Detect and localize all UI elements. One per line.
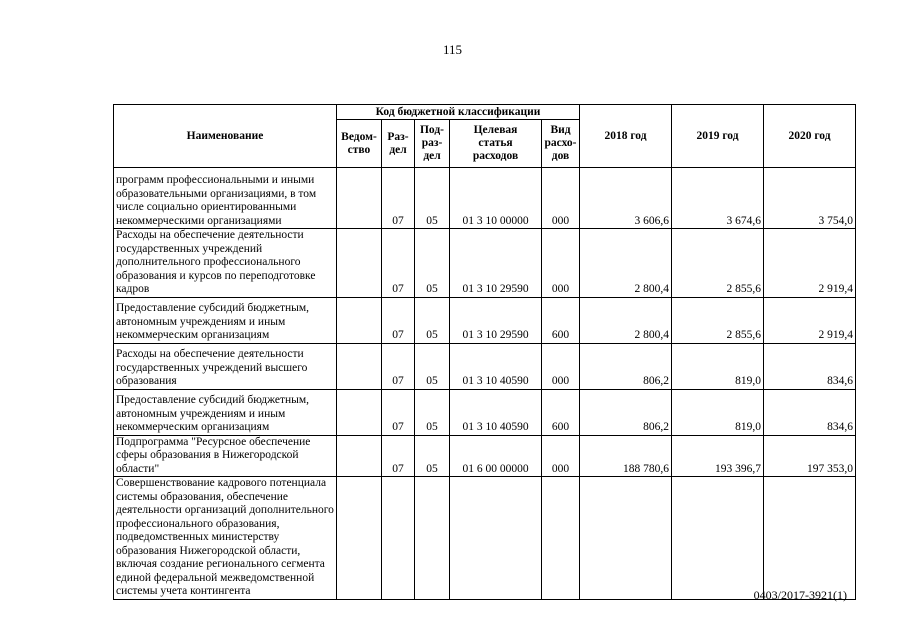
row-vid: 600 [542, 297, 580, 343]
header-razdel: Раз- дел [382, 120, 415, 168]
row-vedomstvo [337, 389, 382, 435]
row-name: программ профессиональными и иными образовательными организациями, в том числе социально ориентированными некоммерческими организациями [114, 168, 337, 229]
header-podrazdel: Под- раз- дел [415, 120, 450, 168]
row-vedomstvo [337, 297, 382, 343]
row-2018: 806,2 [580, 343, 672, 389]
table-row [114, 168, 856, 229]
row-name: Расходы на обеспечение деятельности государственных учреждений высшего образования [114, 343, 337, 389]
row-target: 01 3 10 40590 [450, 389, 542, 435]
row-2018: 3 606,6 [580, 168, 672, 229]
row-podrazdel: 05 [415, 389, 450, 435]
row-vid: 000 [542, 343, 580, 389]
table-row [114, 343, 856, 389]
row-razdel [382, 477, 415, 600]
row-2019: 819,0 [672, 389, 764, 435]
row-target: 01 3 10 00000 [450, 168, 542, 229]
row-vid: 000 [542, 229, 580, 298]
row-2019: 3 674,6 [672, 168, 764, 229]
row-2019: 2 855,6 [672, 297, 764, 343]
page-number: 115 [442, 42, 463, 57]
row-vedomstvo [337, 229, 382, 298]
budget-table [113, 104, 856, 600]
row-2019: 819,0 [672, 343, 764, 389]
row-podrazdel: 05 [415, 297, 450, 343]
row-razdel: 07 [382, 435, 415, 477]
row-target: 01 6 00 00000 [450, 435, 542, 477]
row-podrazdel: 05 [415, 435, 450, 477]
row-2020: 834,6 [764, 389, 856, 435]
row-razdel: 07 [382, 229, 415, 298]
row-target: 01 3 10 29590 [450, 297, 542, 343]
row-2020 [764, 477, 856, 600]
row-podrazdel: 05 [415, 343, 450, 389]
table-row [114, 477, 856, 600]
row-2019: 2 855,6 [672, 229, 764, 298]
row-2019 [672, 477, 764, 600]
table-row [114, 297, 856, 343]
header-2018: 2018 год [580, 105, 672, 168]
row-name: Расходы на обеспечение деятельности государственных учреждений дополнительного профессионального образования и курсов по переподготовке кадров [114, 229, 337, 298]
row-2018: 2 800,4 [580, 297, 672, 343]
row-razdel: 07 [382, 343, 415, 389]
row-razdel: 07 [382, 297, 415, 343]
row-target: 01 3 10 29590 [450, 229, 542, 298]
row-name: Подпрограмма "Ресурсное обеспечение сферы образования в Нижегородской области" [114, 435, 337, 477]
row-2018: 188 780,6 [580, 435, 672, 477]
header-code-group: Код бюджетной классификации [337, 105, 580, 120]
row-2020: 197 353,0 [764, 435, 856, 477]
header-name: Наименование [114, 105, 337, 168]
row-vedomstvo [337, 343, 382, 389]
row-vedomstvo [337, 435, 382, 477]
table-row [114, 435, 856, 477]
row-vedomstvo [337, 168, 382, 229]
row-2020: 2 919,4 [764, 229, 856, 298]
row-vid [542, 477, 580, 600]
row-vid: 000 [542, 168, 580, 229]
header-2020: 2020 год [764, 105, 856, 168]
row-target: 01 3 10 40590 [450, 343, 542, 389]
row-razdel: 07 [382, 168, 415, 229]
row-2019: 193 396,7 [672, 435, 764, 477]
table-row [114, 389, 856, 435]
row-2018 [580, 477, 672, 600]
row-2020: 834,6 [764, 343, 856, 389]
document-code: 0403/2017-3921(1) [753, 588, 847, 602]
header-target: Целевая статья расходов [450, 120, 542, 168]
row-podrazdel: 05 [415, 168, 450, 229]
row-vid: 600 [542, 389, 580, 435]
header-vid: Вид расхо- дов [542, 120, 580, 168]
row-vid: 000 [542, 435, 580, 477]
row-name: Предоставление субсидий бюджетным, автономным учреждениям и иным некоммерческим организациям [114, 297, 337, 343]
table-row [114, 229, 856, 298]
row-name: Совершенствование кадрового потенциала системы образования, обеспечение деятельности организаций дополнительного профессионального образования, подведомственных министерству образования Нижегородской области, включая создание регионального сегмента единой федеральной межведомственной системы учета контингента [114, 477, 337, 600]
header-2019: 2019 год [672, 105, 764, 168]
row-podrazdel [415, 477, 450, 600]
row-2018: 806,2 [580, 389, 672, 435]
row-2020: 2 919,4 [764, 297, 856, 343]
row-2020: 3 754,0 [764, 168, 856, 229]
row-name: Предоставление субсидий бюджетным, автономным учреждениям и иным некоммерческим организациям [114, 389, 337, 435]
row-target [450, 477, 542, 600]
row-podrazdel: 05 [415, 229, 450, 298]
row-2018: 2 800,4 [580, 229, 672, 298]
header-vedomstvo: Ведом- ство [337, 120, 382, 168]
row-vedomstvo [337, 477, 382, 600]
row-razdel: 07 [382, 389, 415, 435]
